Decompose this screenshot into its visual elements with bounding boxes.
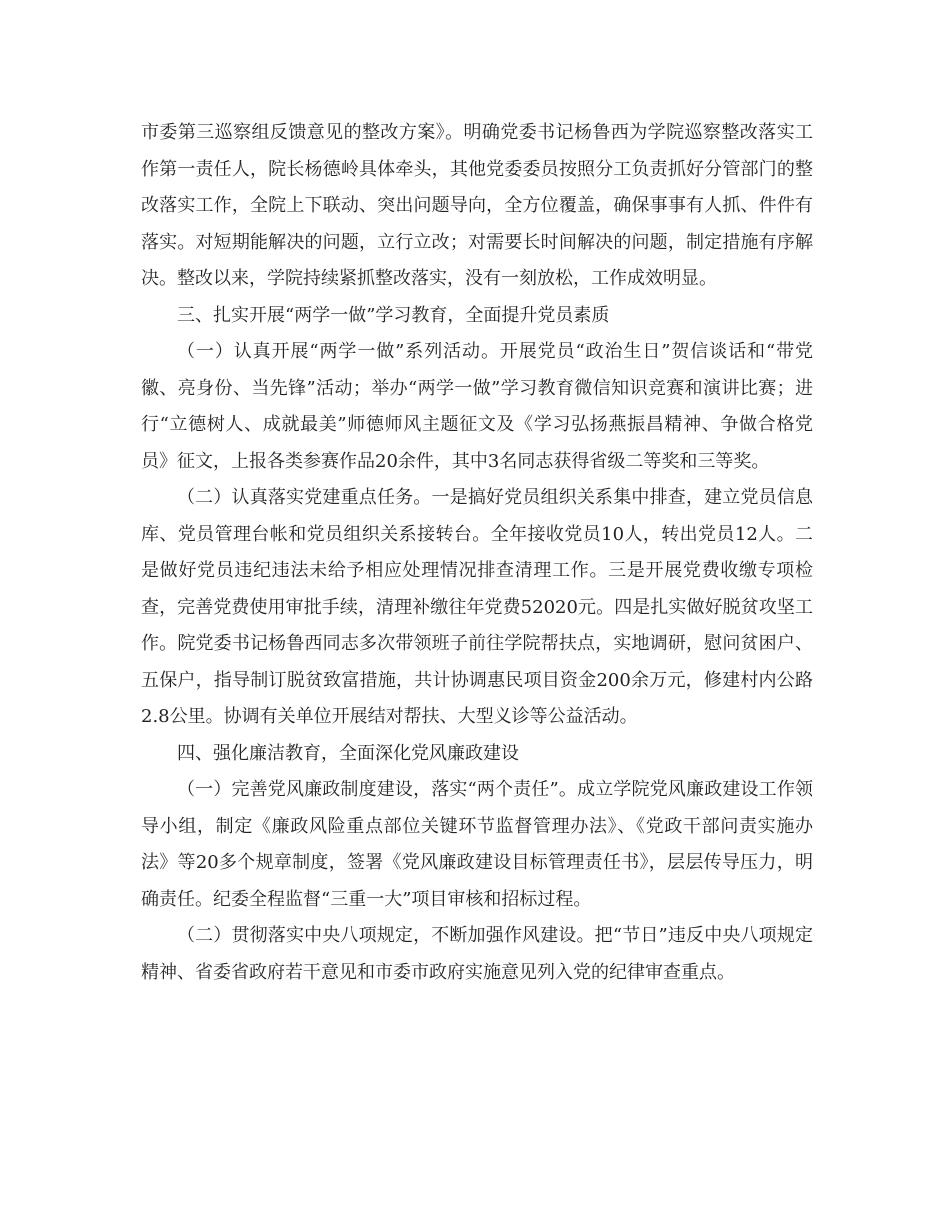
paragraph-party-building-tasks: （二）认真落实党建重点任务。一是搞好党员组织关系集中排查，建立党员信息库、党员管理台帐和党员组织关系接转台。全年接收党员10人，转出党员12人。二是做好党员违纪违法未给予相应处理情况排查清理工作。三是开展党费收缴专项检查，完善党费使用审批手续，清理补缴往年党费52020元。四是扎实做好脱贫攻坚工作。院党委书记杨鲁西同志多次带领班子前往学院帮扶点，实地调研，慰问贫困户、五保户，指导制订脱贫致富措施，共计协调惠民项目资金200余万元，修建村内公路2.8公里。协调有关单位开展结对帮扶、大型义诊等公益活动。 — [141, 487, 813, 727]
section-heading-three: 三、扎实开展“两学一做”学习教育，全面提升党员素质 — [177, 304, 610, 326]
paragraph-integrity-system: （一）完善党风廉政制度建设，落实“两个责任”。成立学院党风廉政建设工作领导小组，制定《廉政风险重点部位关键环节监督管理办法》、《党政干部问责实施办法》等20多个规章制度，签署《党风廉政建设目标管理责任书》，层层传导压力，明确责任。纪委全程监督“三重一大”项目审核和招标过程。 — [141, 779, 813, 910]
section-heading-four: 四、强化廉洁教育，全面深化党风廉政建设 — [177, 742, 519, 764]
paragraph-two-learn-one-do-activities: （一）认真开展“两学一做”系列活动。开展党员“政治生日”贺信谈话和“带党徽、亮身份、当先锋”活动；举办“两学一做”学习教育微信知识竞赛和演讲比赛；进行“立德树人、成就最美”师德师风主题征文及《学习弘扬燕振昌精神、争做合格党员》征文，上报各类参赛作品20余件，其中3名同志获得省级二等奖和三等奖。 — [141, 341, 813, 472]
paragraph-eight-point-rules: （二）贯彻落实中央八项规定，不断加强作风建设。把“节日”违反中央八项规定精神、省委省政府若干意见和市委市政府实施意见列入党的纪律审查重点。 — [141, 925, 813, 983]
document-body — [141, 115, 813, 991]
paragraph-rectification-plan: 市委第三巡察组反馈意见的整改方案》。明确党委书记杨鲁西为学院巡察整改落实工作第一责任人，院长杨德岭具体牵头，其他党委委员按照分工负责抓好分管部门的整改落实工作，全院上下联动、突出问题导向，全方位覆盖，确保事事有人抓、件件有落实。对短期能解决的问题，立行立改；对需要长时间解决的问题，制定措施有序解决。整改以来，学院持续紧抓整改落实，没有一刻放松，工作成效明显。 — [141, 122, 813, 289]
